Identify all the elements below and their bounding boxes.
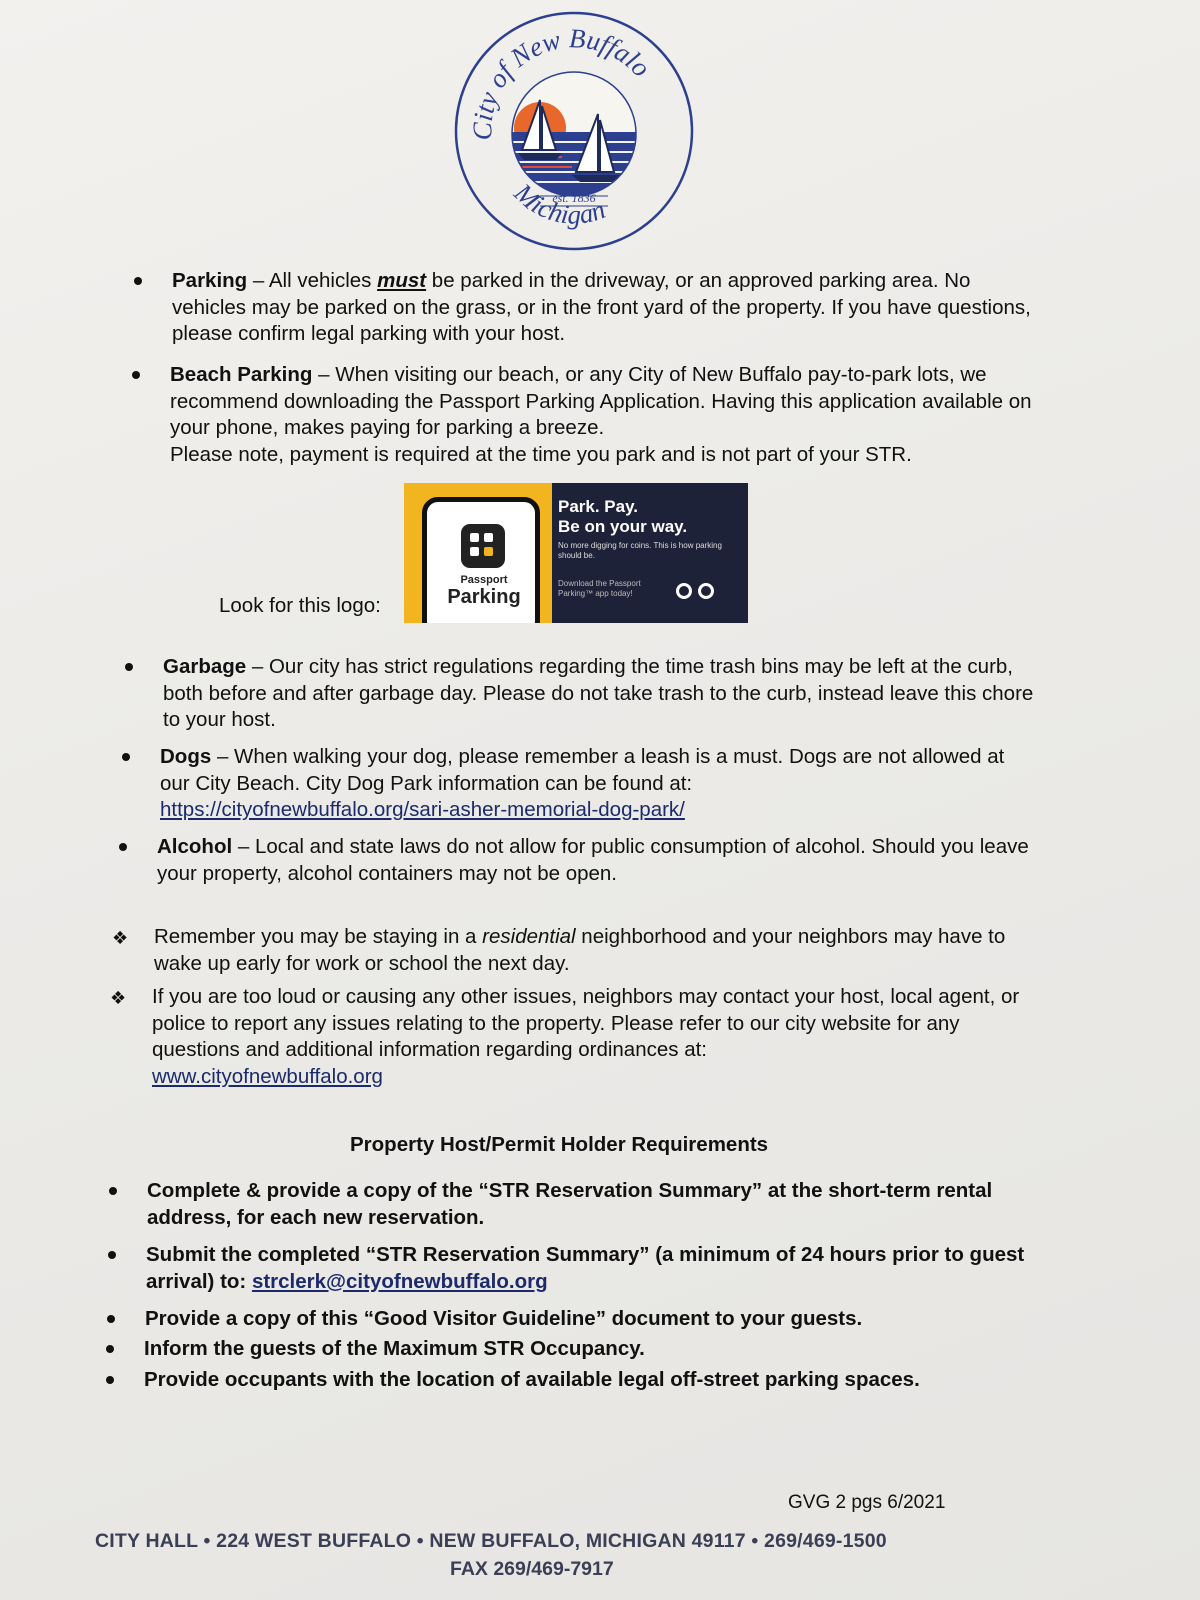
seal-top-text: City of New Buffalo (467, 23, 657, 141)
subtext: No more digging for coins. This is how parking should be. (558, 541, 722, 560)
rule-dogs: Dogs – When walking your dog, please remember a leash is a must. Dogs are not allowed at our City Beach. City Dog Park information can be found at: https://cityofnewbuffalo.org/sari-asher-memorial-dog-park/ (160, 744, 1020, 824)
host-req-item: Complete & provide a copy of the “STR Reservation Summary” at the short-term rental address, for each new reservation. (147, 1178, 1027, 1231)
host-requirements-heading: Property Host/Permit Holder Requirements (350, 1133, 769, 1156)
footer-fax: FAX 269/469-7917 (450, 1558, 614, 1580)
host-req-item: Inform the guests of the Maximum STR Occupancy. (144, 1336, 1024, 1363)
lookfor-label: Look for this logo: (219, 594, 381, 617)
bullet-icon (125, 663, 133, 671)
circles-icon (676, 583, 720, 604)
bullet-icon (108, 1251, 116, 1259)
brand-small: Passport (460, 574, 508, 586)
host-req-item: Provide a copy of this “Good Visitor Guideline” document to your guests. (145, 1306, 1025, 1333)
host-req-item: Submit the completed “STR Reservation Summary” (a minimum of 24 hours prior to guest arrival) to: strclerk@cityofnewbuffalo.org (146, 1242, 1026, 1295)
rule-label: Beach Parking (170, 363, 313, 386)
bullet-icon (119, 843, 127, 851)
rule-alcohol: Alcohol – Local and state laws do not allow for public consumption of alcohol. Should you leave your property, alcohol containers may not be open. (157, 834, 1037, 887)
city-website-link[interactable]: www.cityofnewbuffalo.org (152, 1064, 383, 1088)
brand-big: Parking (447, 586, 521, 608)
rule-label: Parking (172, 269, 248, 292)
document-code: GVG 2 pgs 6/2021 (788, 1492, 946, 1513)
dog-park-link[interactable]: https://cityofnewbuffalo.org/sari-asher-memorial-dog-park/ (160, 798, 685, 821)
bullet-icon (134, 277, 142, 285)
payment-note: Please note, payment is required at the time you park and is not part of your STR. (170, 442, 912, 466)
host-req-item: Provide occupants with the location of available legal off-street parking spaces. (144, 1367, 1024, 1394)
rule-label: Garbage (163, 655, 247, 678)
seal-bottom-text: Michigan (508, 177, 610, 230)
clerk-email-link[interactable]: strclerk@cityofnewbuffalo.org (251, 1269, 548, 1293)
cta-text: Download the Passport Parking™ app today! (558, 579, 641, 598)
seal-established: est. 1836 (552, 191, 596, 205)
rule-parking: Parking – All vehicles must be parked in the driveway, or an approved parking area. No vehicles may be parked on the grass, or in the front yard of the property. If you have questions, please confirm legal parking with your host. (172, 268, 1042, 348)
rule-beach-parking: Beach Parking – When visiting our beach, or any City of New Buffalo pay-to-park lots, we recommend downloading the Passport Parking Application. Having this application available on your phone, makes paying for parking a breeze. Please note, payment is required at the time you park and is not part of your STR. (170, 362, 1040, 468)
passport-app-icon (461, 524, 505, 568)
headline-1: Park. Pay. (558, 497, 639, 516)
bullet-icon (106, 1376, 114, 1384)
headline-2: Be on your way. (558, 517, 688, 536)
emphasis-must: must (377, 269, 427, 292)
bullet-icon (132, 371, 140, 379)
note-noise: ❖ If you are too loud or causing any other issues, neighbors may contact your host, local agent, or police to report any issues relating to the property. Please refer to our city website for any questions and additional information regarding ordinances at: www.cityofnewbuffalo.org (110, 985, 1020, 1088)
bullet-icon (109, 1187, 117, 1195)
city-seal-logo (452, 10, 696, 252)
bullet-icon (107, 1315, 115, 1323)
diamond-bullet-icon: ❖ (110, 988, 127, 1008)
note-residential: ❖ Remember you may be staying in a residential neighborhood and your neighbors may have to wake up early for work or school the next day. (112, 925, 1006, 975)
rule-label: Dogs (160, 745, 212, 768)
rule-garbage: Garbage – Our city has strict regulations regarding the time trash bins may be left at the curb, both before and after garbage day. Please do not take trash to the curb, instead leave this chore to your host. (163, 654, 1043, 734)
diamond-bullet-icon: ❖ (112, 928, 129, 948)
rule-label: Alcohol (157, 835, 233, 858)
bullet-icon (106, 1345, 114, 1353)
passport-parking-logo (404, 483, 748, 623)
footer-address: CITY HALL • 224 WEST BUFFALO • NEW BUFFALO, MICHIGAN 49117 • 269/469-1500 (95, 1530, 887, 1552)
bullet-icon (122, 753, 130, 761)
